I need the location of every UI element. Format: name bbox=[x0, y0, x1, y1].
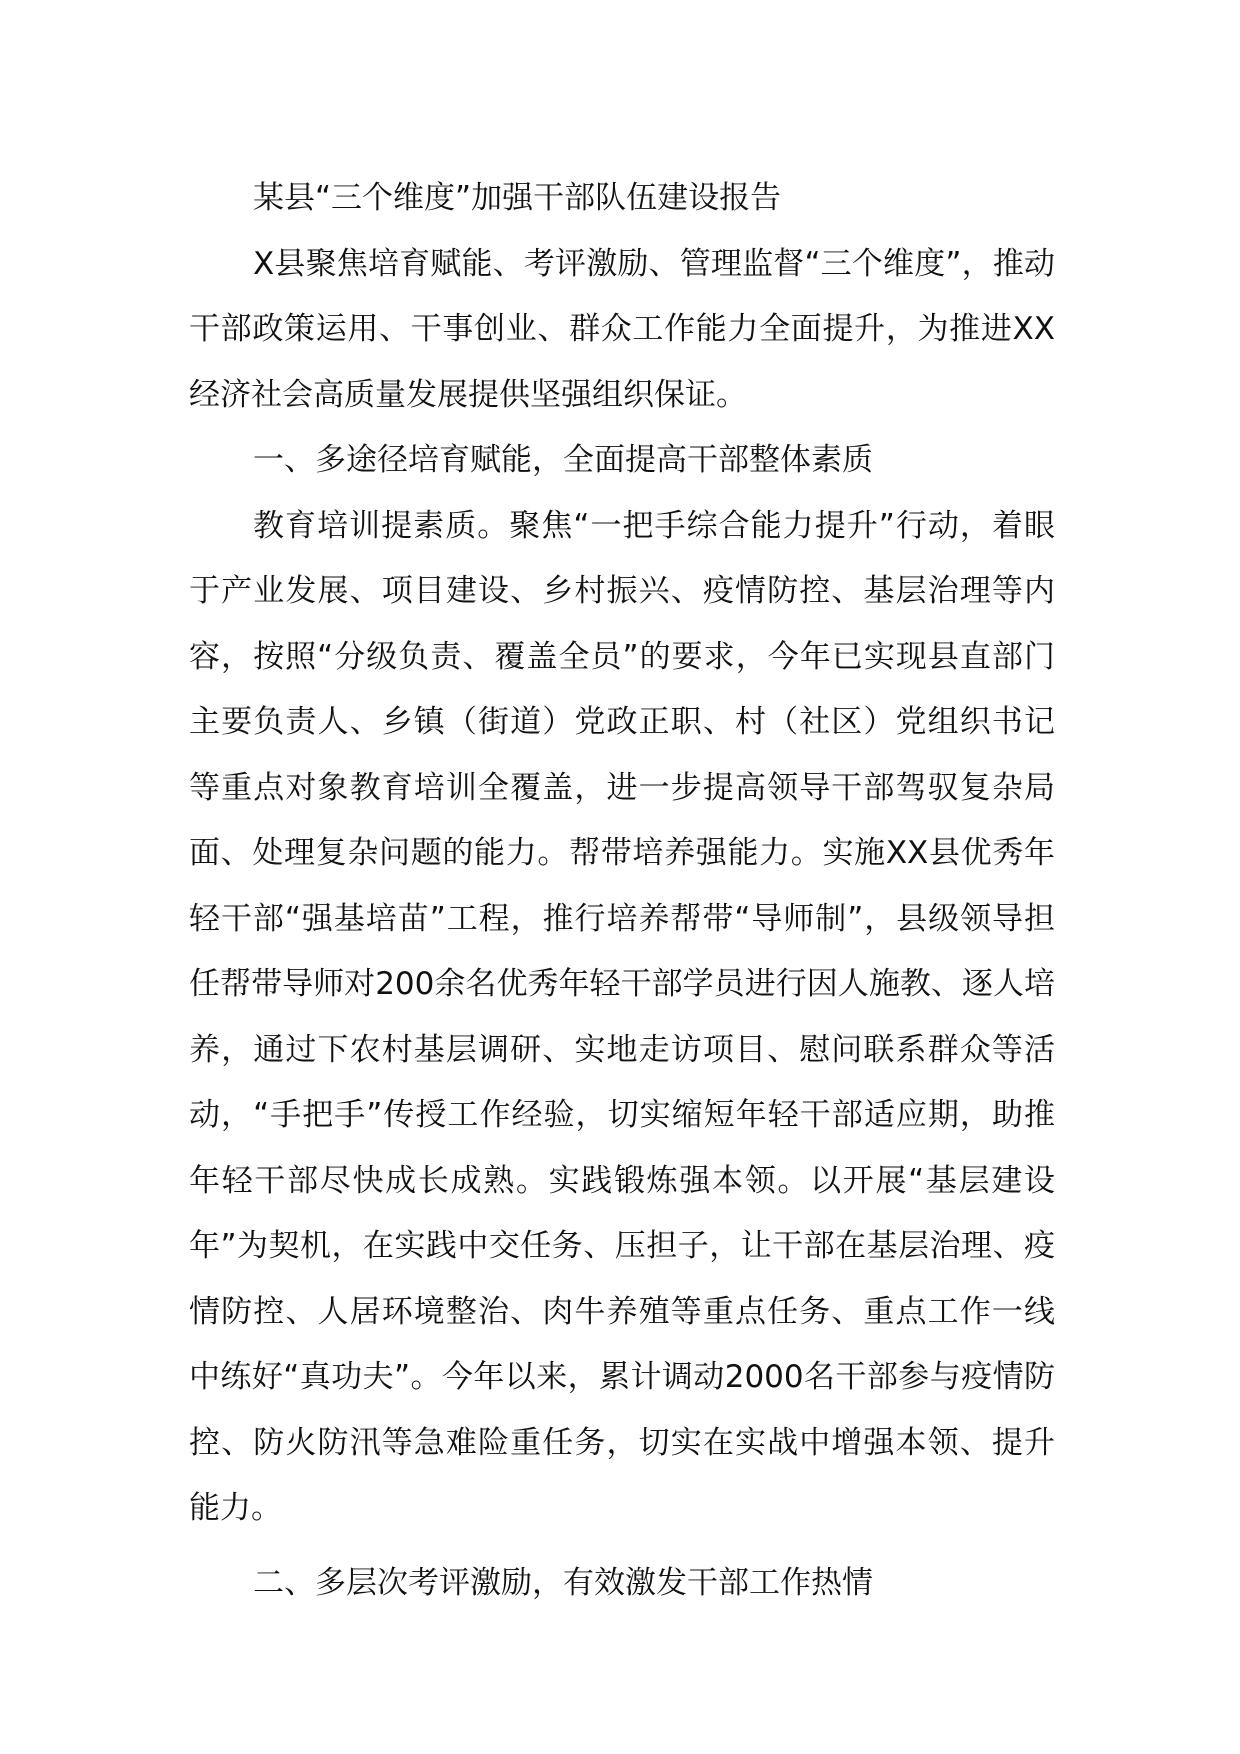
intro-paragraph: X县聚焦培育赋能、考评激励、管理监督“三个维度”，推动干部政策运用、干事创业、群众工作能力全面提升，为推进XX经济社会高质量发展提供坚强组织保证。 bbox=[189, 245, 1055, 413]
section-2-heading: 二、多层次考评激励，有效激发干部工作热情 bbox=[253, 1564, 873, 1601]
document-body bbox=[189, 166, 1055, 1616]
section-1-paragraph: 教育培训提素质。聚焦“一把手综合能力提升”行动，着眼于产业发展、项目建设、乡村振兴、疫情防控、基层治理等内容，按照“分级负责、覆盖全员”的要求，今年已实现县直部门主要负责人、乡镇（街道）党政正职、村（社区）党组织书记等重点对象教育培训全覆盖，进一步提高领导干部驾驭复杂局面、处理复杂问题的能力。帮带培养强能力。实施XX县优秀年轻干部“强基培苗”工程，推行培养帮带“导师制”，县级领导担任帮带导师对200余名优秀年轻干部学员进行因人施教、逐人培养，通过下农村基层调研、实地走访项目、慰问联系群众等活动，“手把手”传授工作经验，切实缩短年轻干部适应期，助推年轻干部尽快成长成熟。实践锻炼强本领。以开展“基层建设年”为契机，在实践中交任务、压担子，让干部在基层治理、疫情防控、人居环境整治、肉牛养殖等重点任务、重点工作一线中练好“真功夫”。今年以来，累计调动2000名干部参与疫情防控、防火防汛等急难险重任务，切实在实战中增强本领、提升能力。 bbox=[189, 507, 1055, 1526]
document-title: 某县“三个维度”加强干部队伍建设报告 bbox=[253, 180, 782, 216]
section-1-heading: 一、多途径培育赋能，全面提高干部整体素质 bbox=[253, 442, 873, 478]
